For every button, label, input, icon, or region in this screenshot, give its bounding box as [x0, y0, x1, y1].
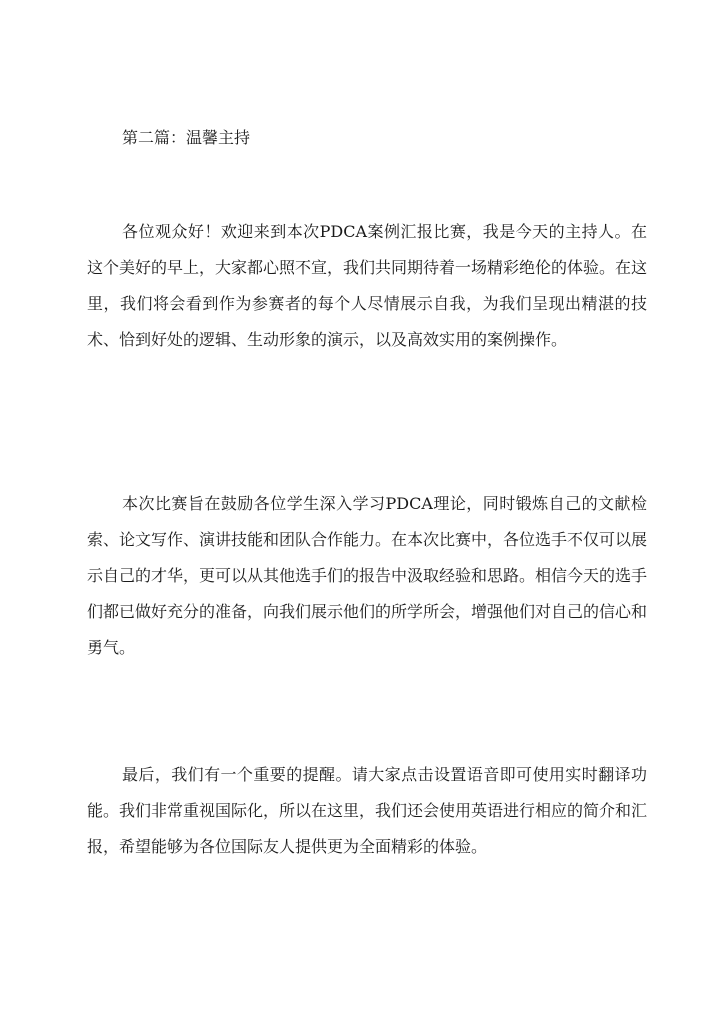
paragraph-welcome: 各位观众好！欢迎来到本次PDCA案例汇报比赛，我是今天的主持人。在这个美好的早上，大家都心照不宣，我们共同期待着一场精彩绝伦的体验。在这里，我们将会看到作为参赛者的每个人尽情展示自我，为我们呈现出精湛的技术、恰到好处的逻辑、生动形象的演示，以及高效实用的案例操作。	[87, 222, 648, 349]
paragraph-reminder: 最后，我们有一个重要的提醒。请大家点击设置语音即可使用实时翻译功能。我们非常重视国际化，所以在这里，我们还会使用英语进行相应的简介和汇报，希望能够为各位国际友人提供更为全面精彩的体验。	[87, 765, 648, 856]
paragraph-competition-purpose: 本次比赛旨在鼓励各位学生深入学习PDCA理论，同时锻炼自己的文献检索、论文写作、演讲技能和团队合作能力。在本次比赛中，各位选手不仅可以展示自己的才华，更可以从其他选手们的报告中汲取经验和思路。相信今天的选手们都已做好充分的准备，向我们展示他们的所学所会，增强他们对自己的信心和勇气。	[87, 494, 648, 657]
document-title: 第二篇：温馨主持	[122, 128, 251, 147]
